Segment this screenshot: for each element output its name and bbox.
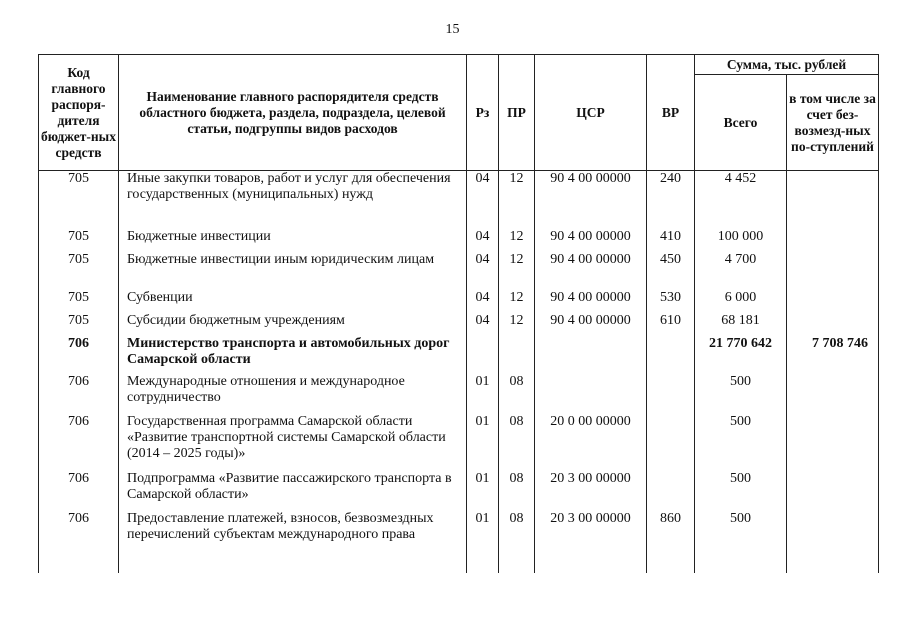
cell-total: 4 452 [695,171,787,229]
header-total: Всего [695,75,787,171]
cell-name: Иные закупки товаров, работ и услуг для обеспечения государственных (муниципальных) нужд [119,171,467,229]
cell-name: Субвенции [119,290,467,313]
cell-free [787,290,879,313]
table-header [39,55,879,171]
cell-free [787,171,879,229]
cell-csr: 20 3 00 00000 [535,471,647,511]
cell-free [787,414,879,471]
header-name: Наименование главного распорядителя средств областного бюджета, раздела, подраздела, целевой статьи, подгруппы видов расходов [119,55,467,171]
cell-csr [535,374,647,414]
header-vr: ВР [647,55,695,171]
header-csr: ЦСР [535,55,647,171]
cell-free [787,471,879,511]
table-row [39,171,879,229]
budget-table [38,54,879,573]
cell-name: Международные отношения и международное сотрудничество [119,374,467,414]
cell-name: Бюджетные инвестиции иным юридическим лицам [119,252,467,290]
header-rz: Рз [467,55,499,171]
cell-vr: 240 [647,171,695,229]
cell-code: 706 [39,471,119,511]
cell-pr [499,336,535,374]
cell-pr: 12 [499,229,535,252]
cell-pr: 08 [499,414,535,471]
cell-pr: 12 [499,252,535,290]
cell-pr: 12 [499,313,535,336]
cell-rz: 01 [467,511,499,573]
cell-code: 705 [39,171,119,229]
cell-code: 705 [39,290,119,313]
cell-csr: 90 4 00 00000 [535,171,647,229]
cell-free [787,374,879,414]
cell-code: 706 [39,374,119,414]
cell-total: 500 [695,511,787,573]
header-code: Код главного распоря-дителя бюджет-ных средств [39,55,119,171]
cell-total: 500 [695,414,787,471]
cell-code: 706 [39,511,119,573]
table-row [39,313,879,336]
cell-name: Государственная программа Самарской области «Развитие транспортной системы Самарской области (2014 – 2025 годы)» [119,414,467,471]
cell-total: 500 [695,471,787,511]
cell-total: 6 000 [695,290,787,313]
table-row [39,336,879,374]
cell-name: Министерство транспорта и автомобильных дорог Самарской области [119,336,467,374]
cell-vr: 610 [647,313,695,336]
cell-code: 705 [39,313,119,336]
cell-csr: 90 4 00 00000 [535,229,647,252]
cell-total: 500 [695,374,787,414]
cell-pr: 08 [499,374,535,414]
table-row [39,471,879,511]
cell-pr: 12 [499,290,535,313]
cell-name: Субсидии бюджетным учреждениям [119,313,467,336]
cell-name: Подпрограмма «Развитие пассажирского транспорта в Самарской области» [119,471,467,511]
cell-rz: 04 [467,171,499,229]
cell-code: 705 [39,252,119,290]
cell-free [787,313,879,336]
cell-rz: 01 [467,471,499,511]
cell-rz: 01 [467,374,499,414]
cell-name: Бюджетные инвестиции [119,229,467,252]
cell-total: 4 700 [695,252,787,290]
cell-rz: 04 [467,229,499,252]
cell-total: 21 770 642 [695,336,787,374]
cell-rz: 04 [467,313,499,336]
cell-total: 100 000 [695,229,787,252]
header-pr: ПР [499,55,535,171]
header-sum: Сумма, тыс. рублей [695,55,879,75]
cell-vr: 860 [647,511,695,573]
cell-vr [647,336,695,374]
cell-csr [535,336,647,374]
cell-rz: 04 [467,290,499,313]
cell-rz: 01 [467,414,499,471]
cell-csr: 20 3 00 00000 [535,511,647,573]
cell-vr [647,374,695,414]
cell-rz [467,336,499,374]
cell-free: 7 708 746 [787,336,879,374]
cell-free [787,511,879,573]
table-row [39,511,879,573]
cell-pr: 08 [499,511,535,573]
table-row [39,229,879,252]
header-free: в том числе за счет без-возмезд-ных по-ступлений [787,75,879,171]
table-row [39,374,879,414]
cell-free [787,229,879,252]
table-row [39,414,879,471]
cell-vr: 410 [647,229,695,252]
cell-vr: 530 [647,290,695,313]
cell-vr: 450 [647,252,695,290]
cell-total: 68 181 [695,313,787,336]
table-row [39,252,879,290]
cell-name: Предоставление платежей, взносов, безвозмездных перечислений субъектам международного права [119,511,467,573]
cell-csr: 90 4 00 00000 [535,313,647,336]
page-number: 15 [445,22,460,37]
table-row [39,290,879,313]
cell-free [787,252,879,290]
cell-vr [647,414,695,471]
cell-pr: 12 [499,171,535,229]
cell-pr: 08 [499,471,535,511]
cell-csr: 90 4 00 00000 [535,252,647,290]
cell-code: 706 [39,414,119,471]
cell-rz: 04 [467,252,499,290]
table-body [39,171,879,573]
cell-csr: 90 4 00 00000 [535,290,647,313]
cell-csr: 20 0 00 00000 [535,414,647,471]
cell-vr [647,471,695,511]
cell-code: 705 [39,229,119,252]
cell-code: 706 [39,336,119,374]
